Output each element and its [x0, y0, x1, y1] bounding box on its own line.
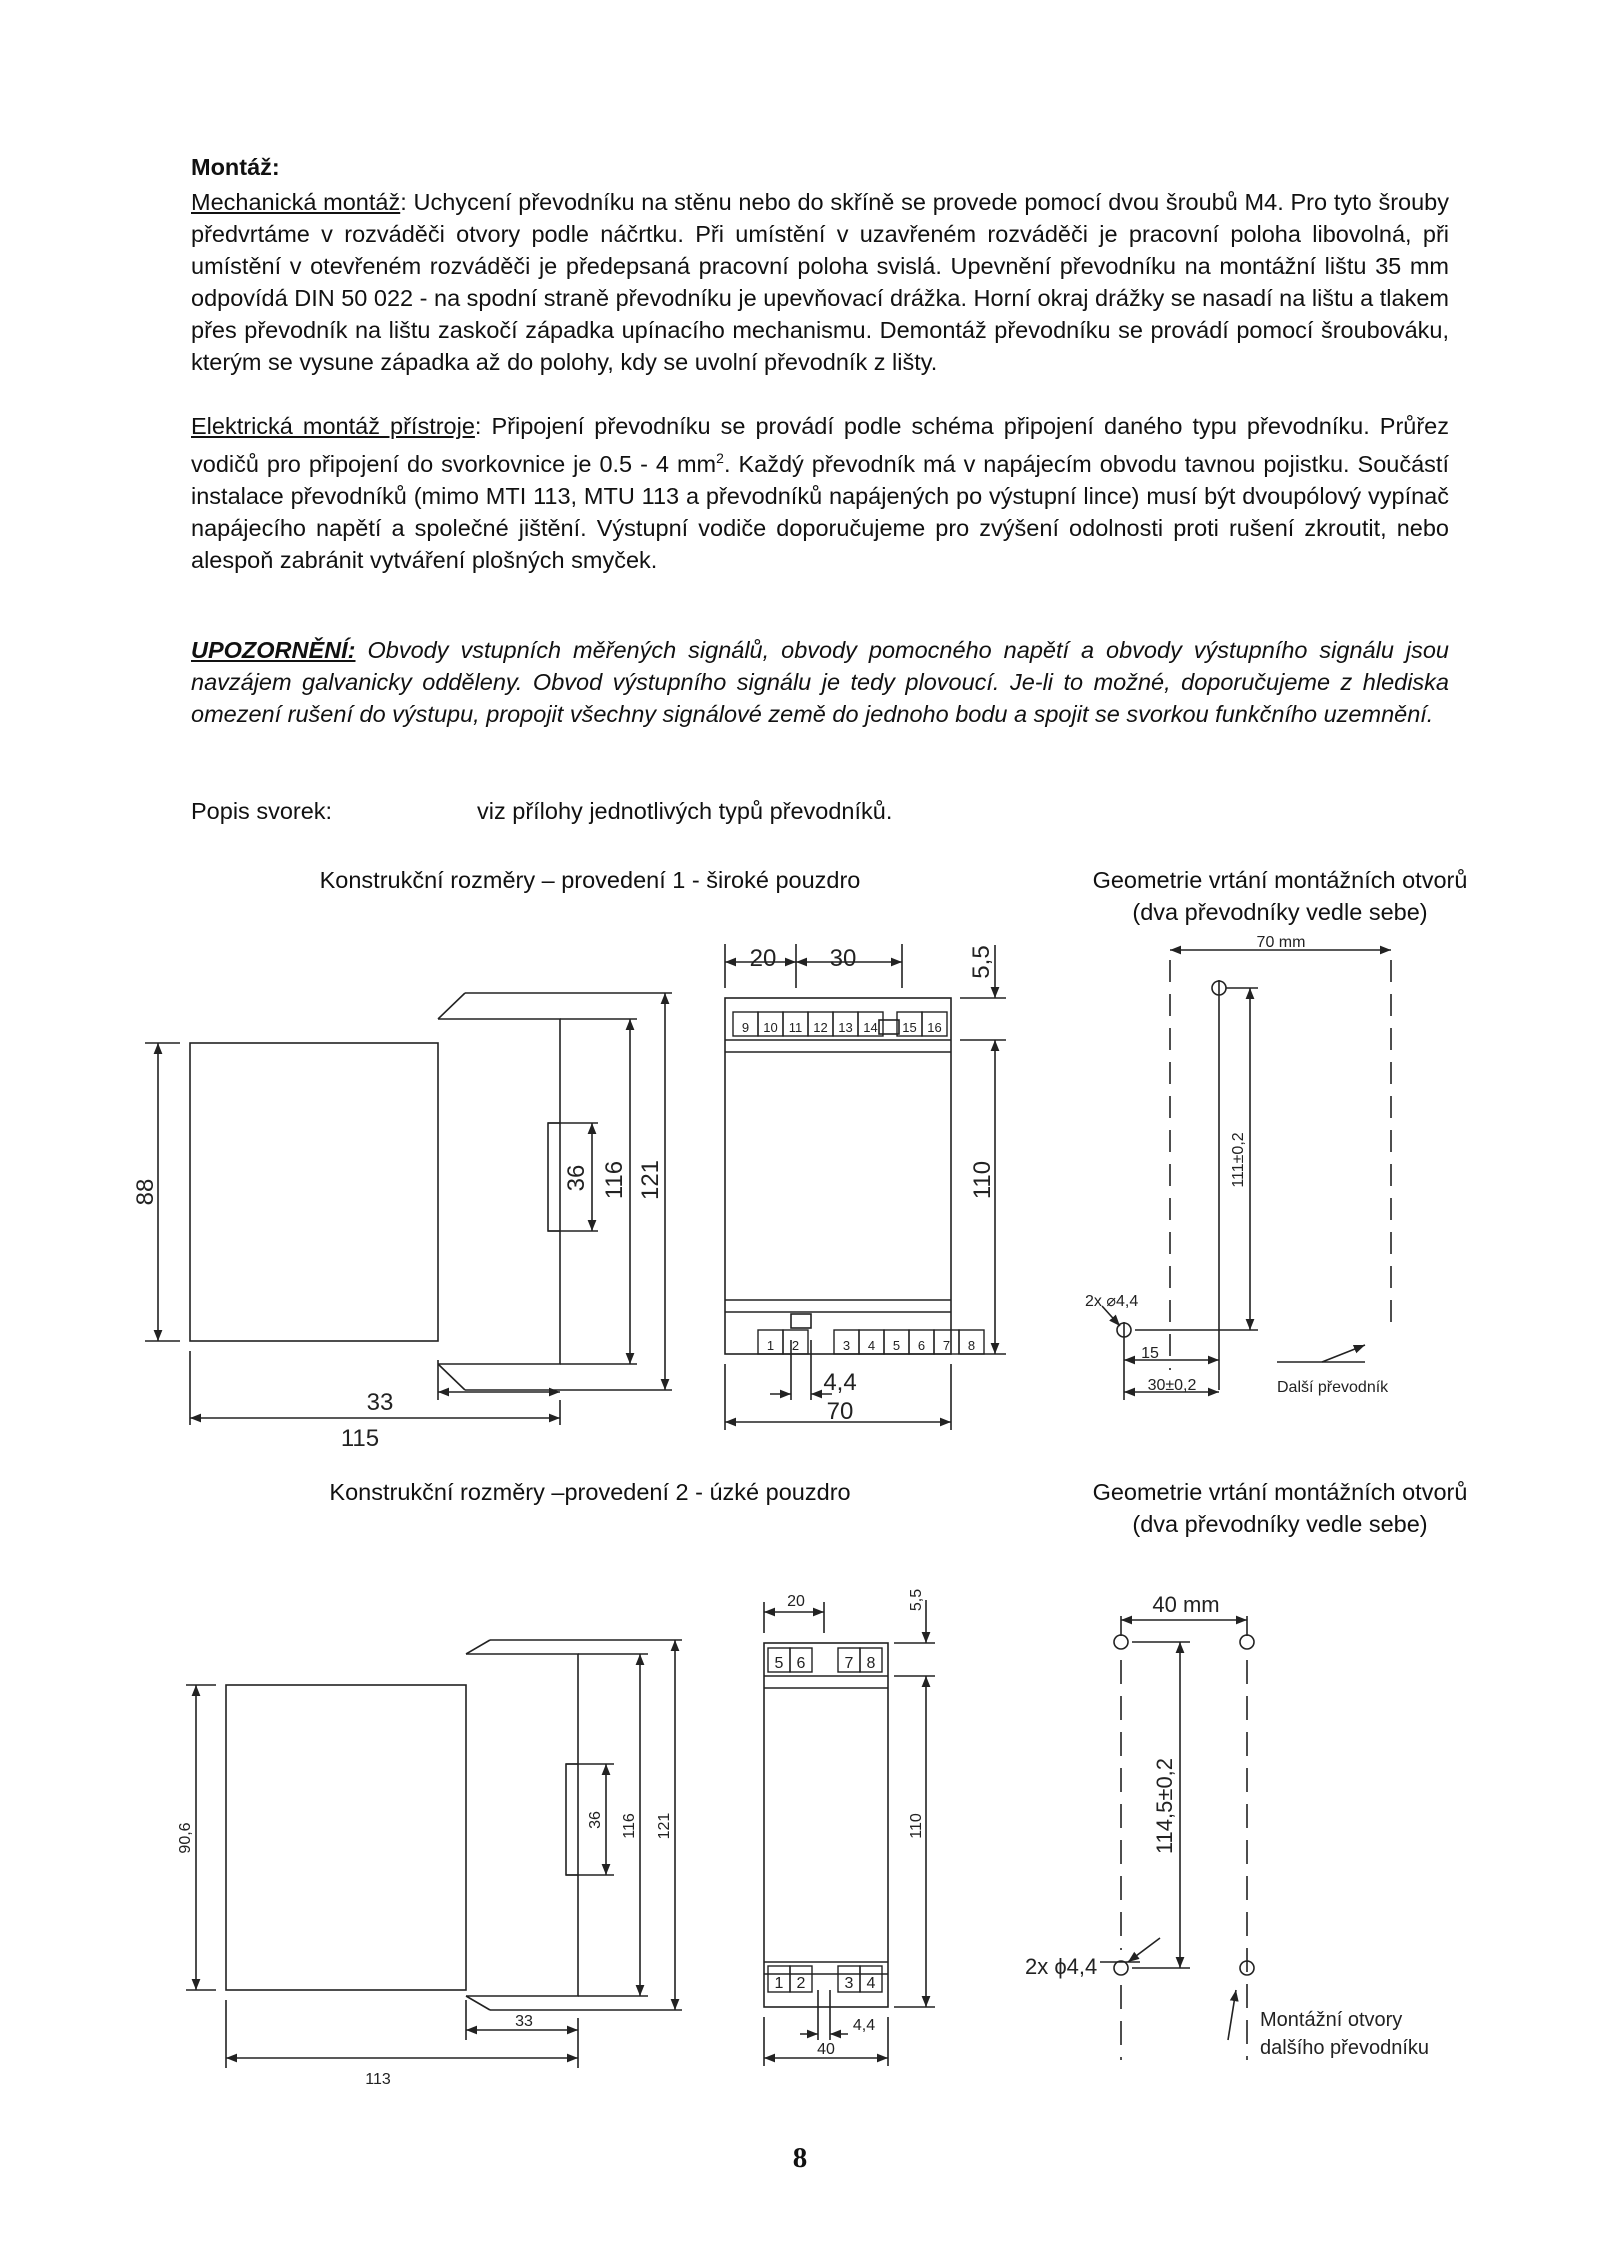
dim-30: 30: [829, 945, 857, 972]
terminal-number: 2: [796, 1975, 806, 1992]
electrical-mounting-text-2: . Každý převodník má v napájecím obvodu tavnou pojistku. Součástí instalace převodníků (mimo MTI 113, MTU 113 a převodníků napájených po výstupní lince) musí být dvoupólový vypínač napájecího napětí a společné jištění. Výstupní vodiče doporučujeme pro zvýšení odolnosti proti rušení zkroutit, nebo alespoň zabránit vytváření plošných smyček.: [191, 450, 1449, 573]
hole-diameter: 2x ⌀4,4: [1085, 1293, 1139, 1310]
terminal-number: 5: [774, 1655, 784, 1672]
page-number: 8: [792, 2142, 808, 2174]
terminal-number: 3: [842, 1338, 851, 1353]
superscript: 2: [716, 450, 724, 466]
terminal-description-label: Popis svorek:: [191, 798, 333, 824]
terminal-number: 16: [927, 1020, 942, 1035]
mechanical-mounting-text: : Uchycení převodníku na stěnu nebo do skříně se provede pomocí dvou šroubů M4. Pro tyto šrouby předvrtáme v rozváděči otvory podle náčrtku. Při umístění v uzavřeném rozváděči je pracovní poloha libovolná, při umístění v otevřeném rozváděči je předepsaná pracovní poloha svislá. Upevnění převodníku na montážní lištu 35 mm odpovídá DIN 50 022 - na spodní straně převodníku je upevňovací drážka. Horní okraj drážky se nasadí na lištu a tlakem přes převodník na lištu zaskočí západka upínacího mechanismu. Demontáž převodníku se provádí pomocí šroubováku, kterým se vysune západka až do polohy, kdy se uvolní převodník z lišty.: [191, 189, 1449, 375]
mechanical-mounting-label: Mechanická montáž: [191, 189, 401, 215]
terminal-number: 13: [838, 1020, 853, 1035]
next-converter-holes-line2: dalšího převodníku: [1260, 2037, 1430, 2059]
terminal-block-2-bottom: [768, 1966, 882, 1992]
caption-geometry-2-line1: Geometrie vrtání montážních otvorů: [1092, 1479, 1468, 1505]
dim-110-b: 110: [908, 1813, 925, 1839]
terminal-block-1-top: [733, 1012, 947, 1036]
dim-36: 36: [563, 1164, 590, 1192]
dim-40mm: 40 mm: [1152, 1592, 1220, 1617]
caption-construction-2: Konstrukční rozměry –provedení 2 - úzké pouzdro: [329, 1479, 851, 1505]
dim-70mm: 70 mm: [1256, 934, 1306, 951]
terminal-number: 6: [917, 1338, 926, 1353]
dim-20: 20: [749, 945, 777, 972]
dim-90-6: 90,6: [177, 1822, 194, 1854]
dim-33: 33: [366, 1389, 394, 1416]
terminal-number: 15: [902, 1020, 917, 1035]
dim-116-b: 116: [621, 1813, 638, 1839]
terminal-description-value: viz přílohy jednotlivých typů převodníků.: [477, 798, 893, 824]
dim-5-5-b: 5,5: [908, 1588, 925, 1612]
dim-110: 110: [969, 1160, 996, 1200]
dim-114-5: 114,5±0,2: [1152, 1757, 1177, 1855]
dim-116: 116: [601, 1160, 628, 1200]
dim-36-b: 36: [587, 1811, 604, 1829]
section-heading: Montáž:: [191, 154, 280, 180]
warning-text: Obvody vstupních měřených signálů, obvody pomocného napětí a obvody výstupního signálu jsou navzájem galvanicky odděleny. Obvod výstupního signálu je tedy plovoucí. Je-li to možné, doporučujeme z hlediska omezení rušení do výstupu, propojit všechny signálové země do jednoho bodu a spojit se svorkou funkčního uzemnění.: [191, 637, 1449, 727]
terminal-number: 4: [866, 1975, 876, 1992]
dim-121-b: 121: [656, 1812, 673, 1840]
side-view-2: [186, 1640, 682, 2068]
terminal-number: 9: [741, 1020, 750, 1035]
front-view-1: [725, 944, 1006, 1430]
dim-15: 15: [1141, 1345, 1159, 1362]
caption-construction-1: Konstrukční rozměry – provedení 1 - široké pouzdro: [319, 867, 861, 893]
hole-geometry-2: [1100, 1616, 1254, 2060]
dim-4-4: 4,4: [823, 1369, 857, 1396]
dim-30-tol: 30±0,2: [1147, 1377, 1197, 1394]
next-converter-label: Další převodník: [1277, 1379, 1389, 1396]
dim-5-5: 5,5: [968, 945, 995, 979]
dim-115: 115: [340, 1425, 380, 1452]
dim-33-b: 33: [515, 2013, 533, 2030]
terminal-number: 6: [796, 1655, 806, 1672]
caption-geometry-1-line1: Geometrie vrtání montážních otvorů: [1092, 867, 1468, 893]
terminal-number: 5: [892, 1338, 901, 1353]
electrical-mounting-label: Elektrická montáž přístroje: [191, 413, 475, 439]
dim-111: 111±0,2: [1230, 1132, 1247, 1188]
dim-70: 70: [826, 1398, 854, 1425]
dim-40: 40: [817, 2041, 835, 2058]
dim-113: 113: [365, 2071, 391, 2088]
terminal-number: 11: [788, 1020, 803, 1035]
terminal-number: 2: [791, 1338, 800, 1353]
terminal-number: 12: [813, 1020, 828, 1035]
terminal-number: 8: [967, 1338, 976, 1353]
side-view-1: [145, 993, 672, 1425]
terminal-block-2-top: [768, 1648, 882, 1672]
hole-diameter-b: 2x ϕ4,4: [1025, 1954, 1098, 1979]
terminal-number: 10: [763, 1020, 778, 1035]
terminal-number: 1: [766, 1338, 775, 1353]
terminal-number: 14: [863, 1020, 878, 1035]
terminal-number: 8: [866, 1655, 876, 1672]
dim-88: 88: [132, 1178, 159, 1206]
terminal-number: 1: [774, 1975, 784, 1992]
terminal-number: 3: [844, 1975, 854, 1992]
terminal-number: 7: [844, 1655, 854, 1672]
dim-20-b: 20: [787, 1593, 805, 1610]
warning-label: UPOZORNĚNÍ:: [191, 637, 356, 663]
caption-geometry-1-line2: (dva převodníky vedle sebe): [1132, 899, 1428, 925]
caption-geometry-2-line2: (dva převodníky vedle sebe): [1132, 1511, 1428, 1537]
dim-121: 121: [637, 1159, 664, 1201]
terminal-block-1-bottom: [758, 1330, 984, 1354]
electrical-mounting-text-1: : Připojení převodníku se provádí podle schéma připojení daného typu převodníku. Průřez vodičů pro připojení do svorkovnice je 0.5 - 4 mm: [191, 413, 1449, 477]
terminal-number: 4: [867, 1338, 876, 1353]
terminal-number: 7: [942, 1338, 951, 1353]
next-converter-holes-line1: Montážní otvory: [1260, 2009, 1403, 2031]
dim-4-4-b: 4,4: [852, 2017, 876, 2034]
